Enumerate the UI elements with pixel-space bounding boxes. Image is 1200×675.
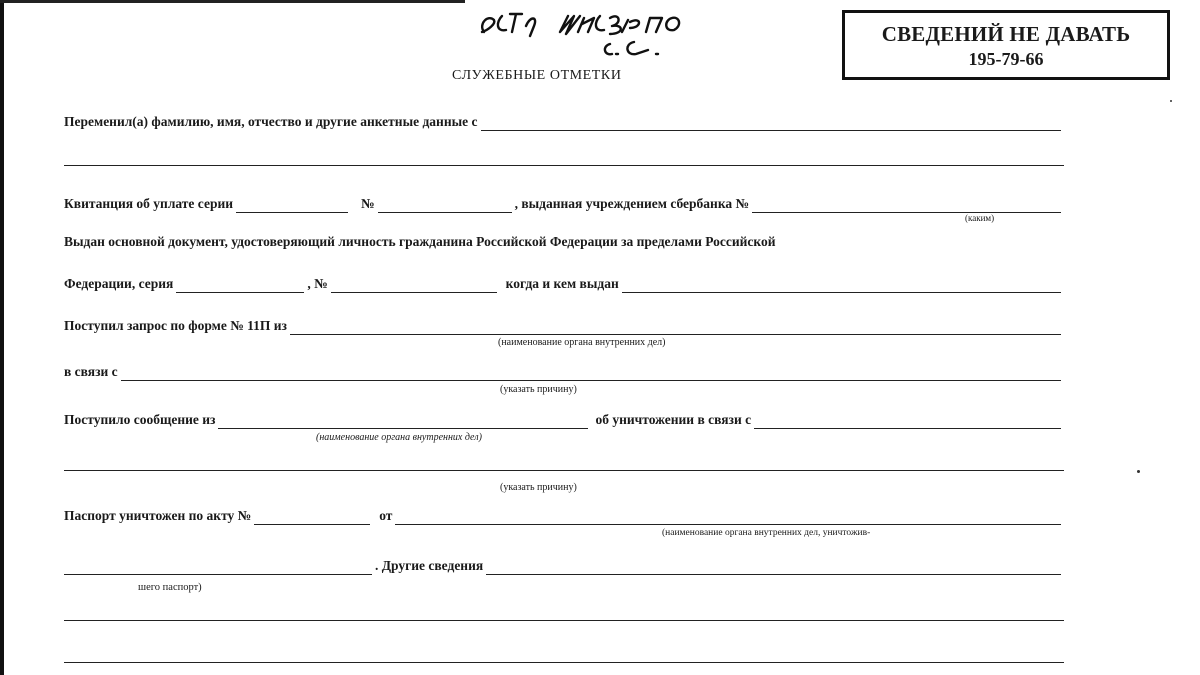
other-info-field[interactable] [486,558,1061,575]
row-federation [64,276,1064,293]
federation-series-field[interactable] [176,276,304,293]
receipt-series-field[interactable] [236,196,348,213]
destroying-org-hint-continued: шего паспорт) [138,582,202,593]
in-connection-label: в связи с [64,364,118,379]
stamp-phone: 195-79-66 [968,49,1044,69]
passport-destroyed-label: Паспорт уничтожен по акту № [64,508,252,523]
changed-name-label: Переменил(а) фамилию, имя, отчество и другие анкетные данные с [64,114,478,129]
scan-speck [1137,470,1140,473]
destroying-org-hint: (наименование органа внутренних дел, уничтожив- [662,528,871,538]
from-label: от [379,508,393,523]
destroying-org-field[interactable] [395,508,1061,525]
row-other-info [64,558,1064,575]
when-by-whom-label: когда и кем выдан [505,276,619,291]
stamp-title: СВЕДЕНИЙ НЕ ДАВАТЬ [881,22,1131,46]
row-receipt [64,196,1064,213]
row-changed-name [64,114,1064,131]
request-11p-label: Поступил запрос по форме № 11П из [64,318,287,333]
receipt-hint: (каким) [965,213,995,223]
reason-hint: (указать причину) [500,482,577,493]
reason-hint: (указать причину) [500,384,577,395]
federation-number-label: , № [307,276,328,291]
other-info-line-2[interactable] [64,662,1064,663]
receipt-bank-field[interactable] [752,196,1061,213]
message-from-field[interactable] [218,412,588,429]
request-11p-field[interactable] [290,318,1061,335]
destroyed-reason-field[interactable] [754,412,1061,429]
scan-edge-left [0,0,4,675]
receipt-issued-label: , выданная учреждением сбербанка № [514,196,750,211]
scan-speck [1170,100,1172,102]
in-connection-field[interactable] [121,364,1061,381]
other-info-label: . Другие сведения [375,558,484,573]
receipt-series-label: Квитанция об уплате серии [64,196,234,211]
main-document-label: Выдан основной документ, удостоверяющий личность гражданина Российской Федерации за пределами Российской [64,234,776,249]
receipt-number-label: № [361,196,375,211]
message-from-label: Поступило сообщение из [64,412,216,427]
row-passport-destroyed [64,508,1064,525]
destroyed-in-connection-label: об уничтожении в связи с [595,412,752,427]
destroying-org-continuation-field[interactable] [64,558,372,575]
row-main-document [64,234,1068,251]
when-by-whom-field[interactable] [622,276,1061,293]
row-message-from [64,412,1064,429]
page-title: СЛУЖЕБНЫЕ ОТМЕТКИ [452,68,622,83]
message-from-hint: (наименование органа внутренних дел) [316,432,482,443]
handwritten-note [470,2,770,64]
destroyed-reason-continuation-line[interactable] [64,470,1064,471]
request-11p-hint: (наименование органа внутренних дел) [498,337,666,348]
changed-name-continuation-line[interactable] [64,165,1064,166]
act-number-field[interactable] [254,508,370,525]
other-info-line-1[interactable] [64,620,1064,621]
row-request-11p [64,318,1064,335]
changed-name-field[interactable] [481,114,1061,131]
receipt-number-field[interactable] [378,196,512,213]
federation-series-label: Федерации, серия [64,276,174,291]
federation-number-field[interactable] [331,276,497,293]
stamp-box [842,10,1170,80]
scan-edge-top [0,0,465,3]
row-in-connection [64,364,1064,381]
